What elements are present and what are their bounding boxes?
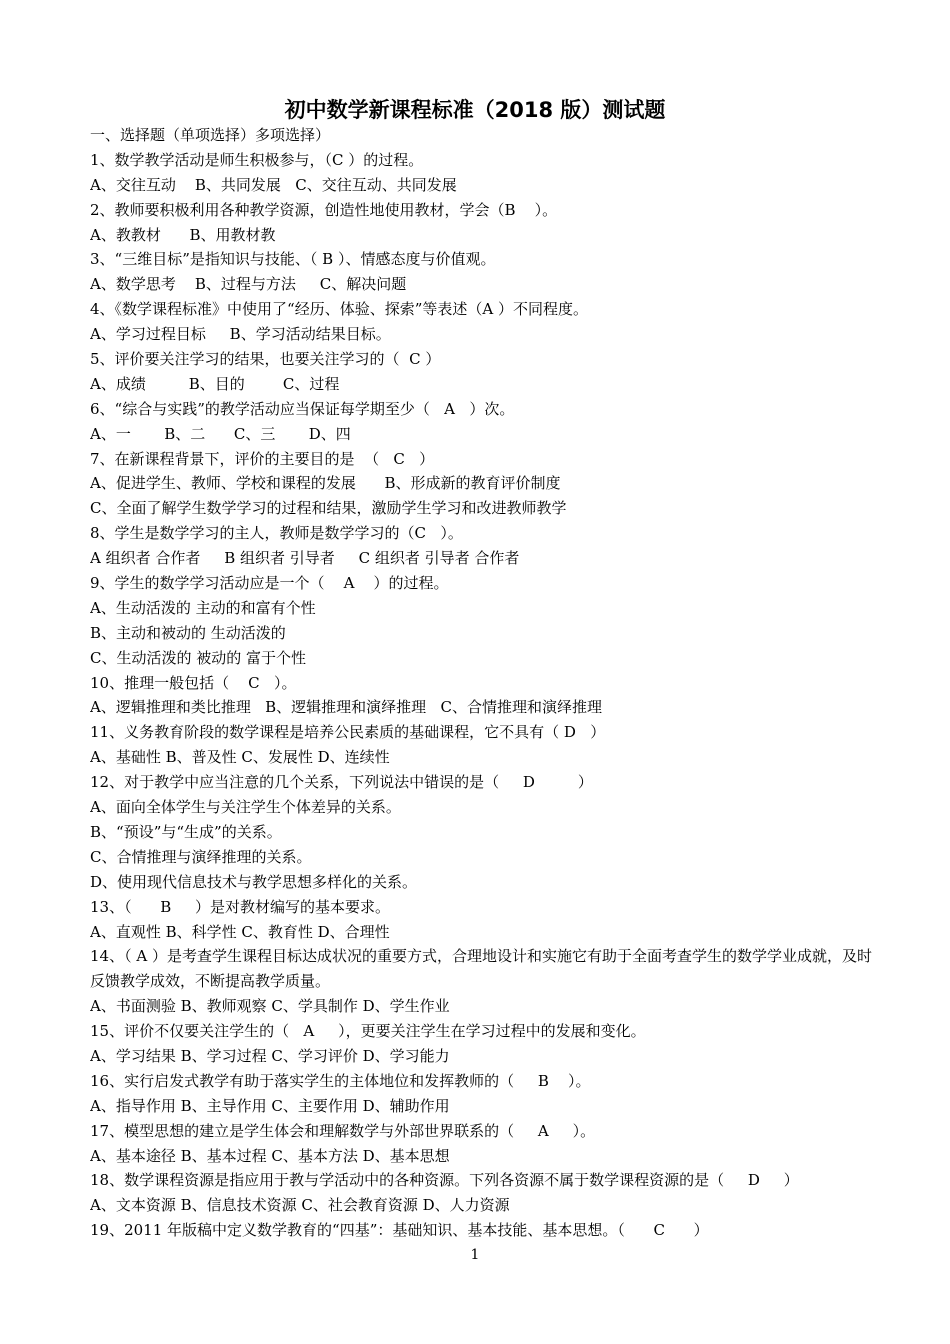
text-line: 一、选择题（单项选择）多项选择） (90, 126, 331, 144)
text-line: C、生动活泼的 被动的 富于个性 (90, 648, 307, 667)
text-line: A、逻辑推理和类比推理 B、逻辑推理和演绎推理 C、合情推理和演绎推理 (90, 698, 602, 717)
text-line: A、基础性 B、普及性 C、发展性 D、连续性 (90, 748, 390, 767)
question-list (90, 123, 880, 1243)
text-line: 17、模型思想的建立是学生体会和理解数学与外部世界联系的（ A ）。 (90, 1121, 596, 1140)
text-line: D、使用现代信息技术与教学思想多样化的关系。 (90, 872, 418, 891)
text-line: A、学习结果 B、学习过程 C、学习评价 D、学习能力 (90, 1046, 450, 1065)
text-line: A、成绩 B、目的 C、过程 (90, 374, 340, 393)
text-line: A、面向全体学生与关注学生个体差异的关系。 (90, 798, 401, 817)
text-line: 11、义务教育阶段的数学课程是培养公民素质的基础课程，它不具有（ D ） (90, 723, 606, 742)
text-line: A、直观性 B、科学性 C、教育性 D、合理性 (90, 922, 390, 941)
text-line: C、全面了解学生数学学习的过程和结果，激励学生学习和改进教师教学 (90, 499, 567, 518)
text-line: 10、推理一般包括（ C ）。 (90, 673, 297, 692)
text-line: A 组织者 合作者 B 组织者 引导者 C 组织者 引导者 合作者 (90, 549, 520, 568)
text-line: 9、学生的数学学习活动应是一个（ A ）的过程。 (90, 574, 449, 593)
document-title: 初中数学新课程标准（2018 版）测试题 (284, 98, 666, 122)
text-line: 15、评价不仅要关注学生的（ A ），更要关注学生在学习过程中的发展和变化。 (90, 1022, 646, 1041)
text-line: 18、数学课程资源是指应用于教与学活动中的各种资源。下列各资源不属于数学课程资源的是（ D ） (90, 1171, 799, 1190)
text-line: A、教教材 B、用教材教 (90, 225, 276, 244)
text-line: 16、实行启发式教学有助于落实学生的主体地位和发挥教师的（ B ）。 (90, 1071, 591, 1090)
text-line: C、合情推理与演绎推理的关系。 (90, 847, 312, 866)
text-line: A、基本途径 B、基本过程 C、基本方法 D、基本思想 (90, 1146, 450, 1165)
text-line: B、主动和被动的 生动活泼的 (90, 623, 286, 642)
text-line: 19、2011 年版稿中定义数学教育的“四基”：基础知识、基本技能、基本思想。（ C ） (90, 1221, 709, 1240)
text-line: A、生动活泼的 主动的和富有个性 (90, 598, 316, 617)
text-line: 7、在新课程背景下，评价的主要目的是 （ C ） (90, 449, 435, 468)
text-line: A、交往互动 B、共同发展 C、交往互动、共同发展 (90, 175, 457, 194)
text-line: A、促进学生、教师、学校和课程的发展 B、形成新的教育评价制度 (90, 474, 561, 493)
text-line: A、学习过程目标 B、学习活动结果目标。 (90, 325, 391, 344)
text-line: B、“预设”与“生成”的关系。 (90, 822, 282, 841)
text-line: 6、“综合与实践”的教学活动应当保证每学期至少（ A ）次。 (90, 399, 515, 418)
text-line: 5、评价要关注学习的结果，也要关注学习的（ C ） (90, 350, 441, 369)
text-line: 12、对于教学中应当注意的几个关系，下列说法中错误的是（ D ） (90, 773, 593, 792)
text-line: 1、数学教学活动是师生积极参与，（C ）的过程。 (90, 150, 424, 169)
text-line: 4、《数学课程标准》中使用了“经历、体验、探索”等表述（A ）不同程度。 (90, 300, 588, 319)
text-line: 2、教师要积极利用各种教学资源，创造性地使用教材，学会（B ）。 (90, 200, 558, 219)
text-line: A、一 B、二 C、三 D、四 (90, 424, 351, 443)
text-line: A、指导作用 B、主导作用 C、主要作用 D、辅助作用 (90, 1096, 450, 1115)
text-line: A、数学思考 B、过程与方法 C、解决问题 (90, 275, 407, 294)
text-line: 3、“三维目标”是指知识与技能、（ B ）、情感态度与价值观。 (90, 250, 496, 269)
text-line: 8、学生是数学学习的主人，教师是数学学习的（C ）。 (90, 524, 463, 543)
page-number: 1 (470, 1247, 480, 1263)
text-line: A、书面测验 B、教师观察 C、学具制作 D、学生作业 (90, 997, 450, 1016)
text-line: 13、（ B ）是对教材编写的基本要求。 (90, 897, 391, 916)
text-line: 14、（ A ）是考查学生课程目标达成状况的重要方式，合理地设计和实施它有助于全面考查学生的数学学业成就，及时反馈教学成效，不断提高教学质量。 (90, 947, 872, 991)
text-line: A、文本资源 B、信息技术资源 C、社会教育资源 D、人力资源 (90, 1196, 510, 1215)
